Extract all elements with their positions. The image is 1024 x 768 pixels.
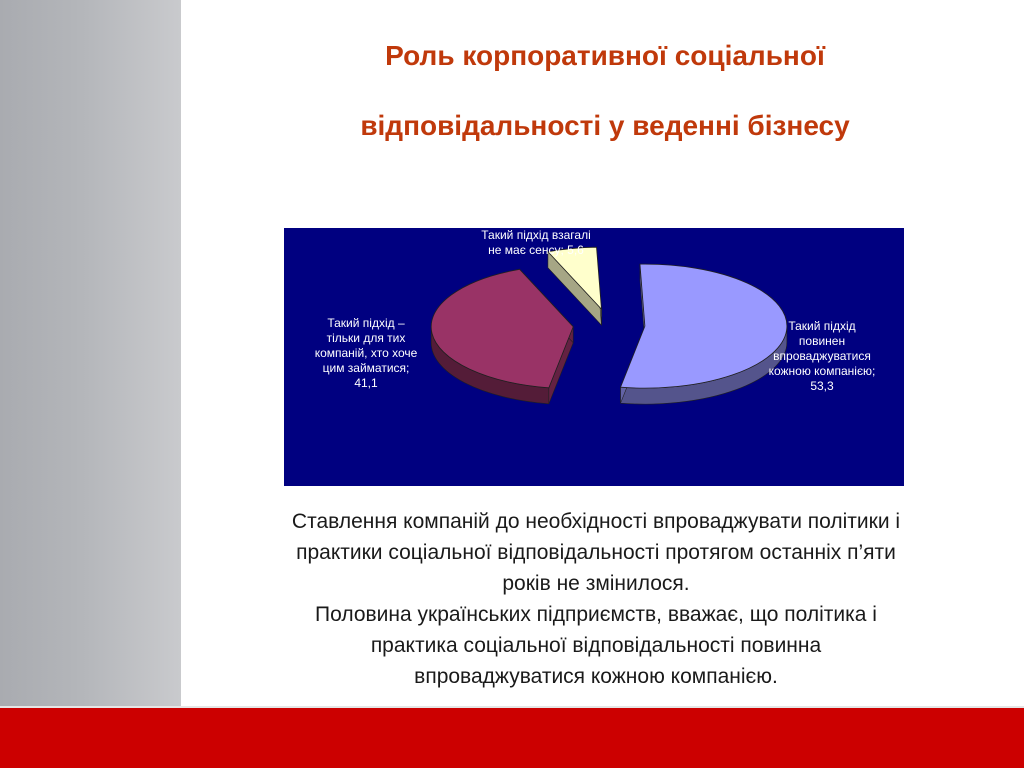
slide-title-line2: відповідальності у веденні бізнесу [360,110,850,141]
description-line: Ставлення компаній до необхідності впроваджувати політики і [291,510,901,533]
data-label-slice-2 [296,316,436,391]
slide-description [206,506,986,692]
data-label-line: впроваджуватися [773,349,871,363]
data-label-line: цим займатися; [322,361,410,375]
data-label-line: 41,1 [354,376,378,390]
data-label-line: кожною компанією; [768,364,876,378]
data-label-line: Такий підхід – [327,316,405,330]
slide-title-line1: Роль корпоративної соціальної [385,40,825,71]
description-line: Половина українських підприємств, вважає, що політика і [315,603,877,626]
data-label-line: компаній, хто хоче [314,346,418,360]
description-line: практика соціальної відповідальності повинна [370,634,822,657]
pie-slice [431,269,573,404]
description-line: впроваджуватися кожною компанією. [414,665,778,688]
data-label-line: не має сенсу; 5,6 [488,243,584,257]
data-label-line: 53,3 [810,379,834,393]
bottom-decor-band [0,706,1024,768]
data-label-line: повинен [798,334,846,348]
description-line: практики соціальної відповідальності протягом останніх п’яти [296,541,896,564]
left-decor-band [0,0,181,706]
pie-chart [284,228,904,486]
data-label-slice-3 [462,228,610,258]
description-line: років не змінилося. [502,572,690,595]
data-label-line: тільки для тих [326,331,406,345]
data-label-line: Такий підхід взагалі [481,228,591,242]
data-label-line: Такий підхід [788,319,856,333]
data-label-slice-1 [752,319,892,394]
